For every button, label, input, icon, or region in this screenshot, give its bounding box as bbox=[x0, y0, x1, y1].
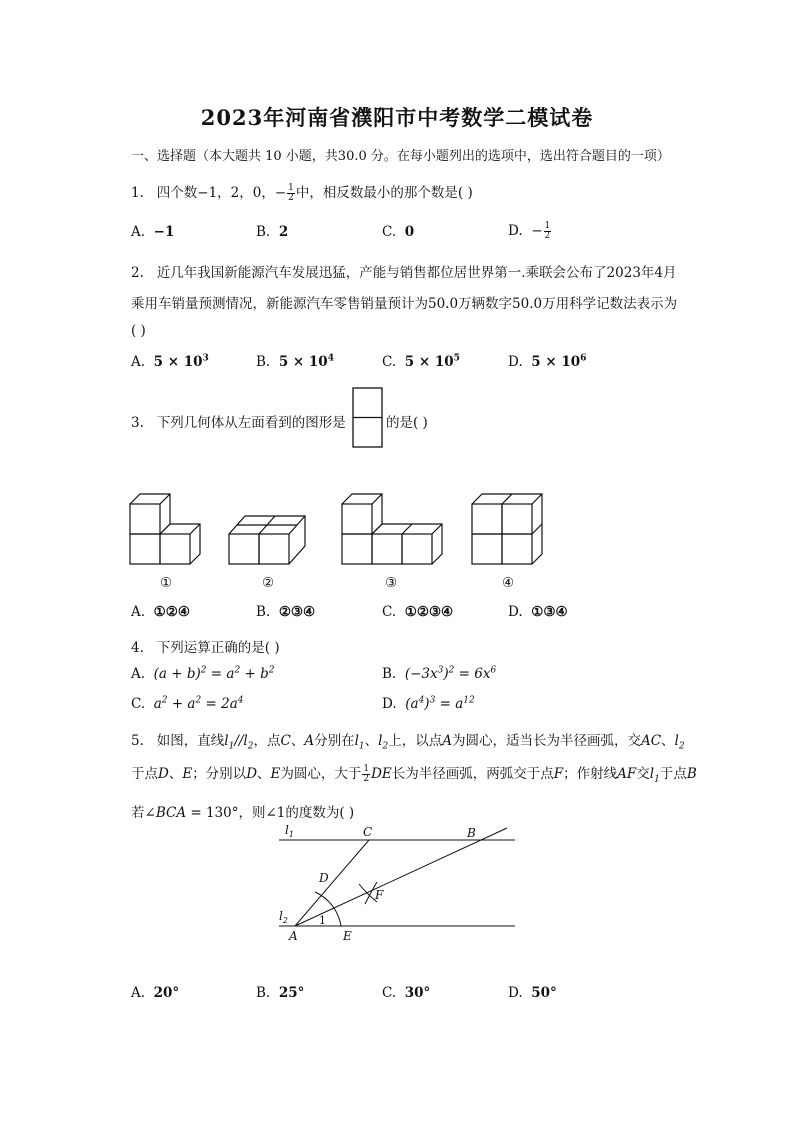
geometry-figure bbox=[275, 820, 520, 945]
option-a[interactable]: A. $(a + b)^2 = a^2 + b^2$ bbox=[131, 665, 275, 682]
option-d[interactable]: D. ①③④ bbox=[508, 604, 568, 620]
option-a[interactable]: A. ①②④ bbox=[131, 604, 190, 620]
question-text: 四个数−1，2，0，− bbox=[156, 185, 287, 201]
question-5-line2: 于点D、E；分别以D、E为圆心，大于 $\frac{1}{2}$ DE长为半径画弧，两弧交于点F；作射线AF交$l_1$于点B bbox=[131, 764, 697, 785]
question-2-line3: ( ) bbox=[131, 323, 146, 339]
question-3-tail: 的是( ) bbox=[386, 415, 428, 431]
label-d: D bbox=[319, 871, 329, 885]
option-b[interactable]: B. $5 \times 10^4$ bbox=[256, 353, 334, 370]
option-a[interactable]: A. 20° bbox=[131, 985, 180, 1001]
question-number: 5. bbox=[131, 733, 144, 749]
question-text-tail: 中，相反数最小的那个数是( ) bbox=[295, 185, 473, 201]
label-l1: $l_1$ bbox=[285, 823, 294, 839]
solid-figure-2 bbox=[227, 512, 317, 568]
label-c: C bbox=[363, 825, 373, 839]
question-text: 下列几何体从左面看到的图形是 bbox=[156, 415, 346, 431]
figure-label-3: ③ bbox=[385, 575, 398, 591]
question-2 bbox=[131, 261, 677, 281]
section-header: 一、选择题（本大题共 10 小题，共30.0 分。在每小题列出的选项中，选出符合题目的一项） bbox=[131, 149, 670, 164]
label-e: E bbox=[343, 929, 352, 943]
figure-label-4: ④ bbox=[502, 575, 515, 591]
question-text: 近几年我国新能源汽车发展迅猛，产能与销售都位居世界第一.乘联会公布了2023年4月 bbox=[156, 265, 677, 281]
option-b[interactable]: B. 25° bbox=[256, 985, 305, 1001]
option-a[interactable]: A. $5 \times 10^3$ bbox=[131, 353, 209, 370]
figure-label-2: ② bbox=[262, 575, 275, 591]
solid-figure-4 bbox=[470, 490, 546, 568]
question-number: 4. bbox=[131, 640, 144, 656]
option-d[interactable]: D. 50° bbox=[508, 985, 557, 1001]
question-5-line3: 若∠BCA = 130°，则∠1的度数为( ) bbox=[131, 805, 355, 821]
option-c[interactable]: C. $a^2 + a^2 = 2a^4$ bbox=[131, 695, 244, 712]
question-number: 3. bbox=[131, 415, 144, 431]
label-f: F bbox=[375, 888, 384, 902]
question-3 bbox=[131, 411, 346, 431]
label-l2: $l_2$ bbox=[279, 909, 288, 925]
question-4 bbox=[131, 636, 280, 656]
fraction: $\frac{1}{2}$ bbox=[288, 183, 294, 203]
option-d[interactable]: D. − $\frac{1}{2}$ bbox=[508, 221, 551, 241]
label-b: B bbox=[467, 826, 476, 840]
question-2-line2: 乘用车销量预测情况，新能源汽车零售销量预计为50.0万辆数字50.0万用科学记数法表示为 bbox=[131, 296, 678, 312]
option-c[interactable]: C. $5 \times 10^5$ bbox=[382, 353, 460, 370]
label-angle-1: 1 bbox=[319, 914, 326, 927]
question-number: 1. bbox=[131, 185, 144, 201]
option-d[interactable]: D. $(a^4)^3 = a^{12}$ bbox=[382, 695, 475, 712]
option-b[interactable]: B. $(-3x^3)^2 = 6x^6$ bbox=[382, 665, 497, 682]
option-c[interactable]: C. 0 bbox=[382, 224, 415, 240]
solid-figure-3 bbox=[340, 490, 446, 568]
option-b[interactable]: B. 2 bbox=[256, 224, 289, 240]
fraction: $\frac{1}{2}$ bbox=[544, 221, 551, 241]
question-5: 5. 如图，直线$l_1//l_2$，点C、A分别在$l_1$、$l_2$上，以点A为圆心，适当长为半径画弧，交AC、$l_2$ bbox=[131, 733, 685, 752]
question-text: 下列运算正确的是( ) bbox=[156, 640, 280, 656]
solid-figure-1 bbox=[128, 490, 206, 568]
figure-label-1: ① bbox=[160, 575, 173, 591]
page-title: 2023年河南省濮阳市中考数学二模试卷 bbox=[200, 105, 594, 130]
left-view-figure bbox=[352, 387, 384, 449]
label-a: A bbox=[289, 929, 298, 943]
option-c[interactable]: C. 30° bbox=[382, 985, 431, 1001]
question-number: 2. bbox=[131, 265, 144, 281]
question-1 bbox=[131, 181, 473, 203]
option-a[interactable]: A. −1 bbox=[131, 224, 175, 240]
option-c[interactable]: C. ①②③④ bbox=[382, 604, 454, 620]
option-b[interactable]: B. ②③④ bbox=[256, 604, 316, 620]
option-d[interactable]: D. $5 \times 10^6$ bbox=[508, 353, 587, 370]
